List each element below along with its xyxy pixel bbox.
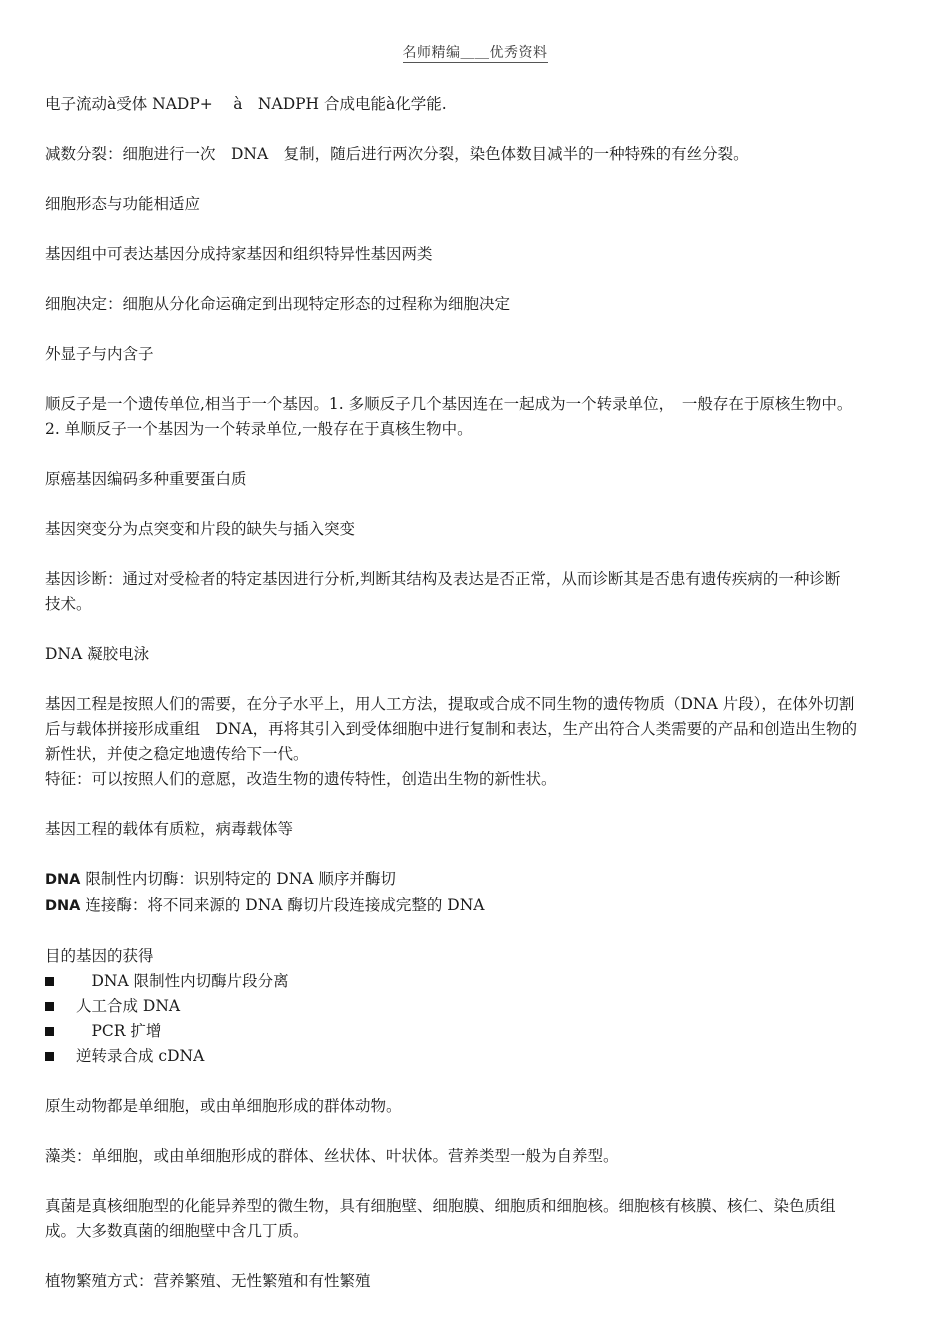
square-bullet-icon [45,977,54,986]
paragraph: 原生动物都是单细胞，或由单细胞形成的群体动物。 [45,1097,402,1115]
list-item [45,1044,917,1069]
paragraph: 基因工程的载体有质粒，病毒载体等 [45,820,294,838]
list-item [45,1019,917,1044]
paragraph [45,893,917,919]
square-bullet-icon [45,1027,54,1036]
paragraph: 顺反子是一个遗传单位,相当于一个基因。1. 多顺反子几个基因连在一起成为一个转录单位， 一般存在于原核生物中。 [45,395,853,413]
paragraph: 外显子与内含子 [45,345,154,363]
paragraph: 特征：可以按照人们的意愿，改造生物的遗传特性，创造出生物的新性状。 [45,770,557,788]
paragraph-text: 连接酶：将不同来源的 DNA 酶切片段连接成完整的 DNA [80,896,485,914]
paragraph: 技术。 [45,595,92,613]
square-bullet-icon [45,1052,54,1061]
document-body [45,92,917,1294]
paragraph: 基因组中可表达基因分成持家基因和组织特异性基因两类 [45,245,433,263]
paragraph: 细胞决定：细胞从分化命运确定到出现特定形态的过程称为细胞决定 [45,295,511,313]
list-item [45,969,917,994]
paragraph: 藻类：单细胞，或由单细胞形成的群体、丝状体、叶状体。营养类型一般为自养型。 [45,1147,619,1165]
paragraph: 原癌基因编码多种重要蛋白质 [45,470,247,488]
paragraph: 基因工程是按照人们的需要，在分子水平上，用人工方法，提取或合成不同生物的遗传物质（DNA 片段），在体外切割 [45,695,855,713]
list-item-text: 人工合成 DNA [76,997,181,1015]
paragraph: 目的基因的获得 [45,947,154,965]
paragraph [45,867,917,893]
bold-term: DNA [45,898,81,914]
paragraph: 真菌是真核细胞型的化能异养型的微生物，具有细胞壁、细胞膜、细胞质和细胞核。细胞核有核膜、核仁、染色质组 [45,1197,836,1215]
paragraph: 细胞形态与功能相适应 [45,195,201,213]
paragraph: 电子流动à受体 NADP+ à NADPH 合成电能à化学能. [45,95,447,113]
paragraph: DNA 凝胶电泳 [45,645,150,663]
list-item-text: 逆转录合成 cDNA [76,1047,205,1065]
list-item-text: PCR 扩增 [76,1022,162,1040]
paragraph: 2. 单顺反子一个基因为一个转录单位,一般存在于真核生物中。 [45,420,473,438]
paragraph-text: 限制性内切酶：识别特定的 DNA 顺序并酶切 [80,870,396,888]
paragraph: 成。大多数真菌的细胞壁中含几丁质。 [45,1222,309,1240]
paragraph: 基因诊断：通过对受检者的特定基因进行分析,判断其结构及表达是否正常，从而诊断其是否患有遗传疾病的一种诊断 [45,570,841,588]
paragraph: 新性状，并使之稳定地遗传给下一代。 [45,745,309,763]
list-item-text: DNA 限制性内切酶片段分离 [76,972,289,990]
paragraph: 后与载体拼接形成重组 DNA，再将其引入到受体细胞中进行复制和表达，生产出符合人类需要的产品和创造出生物的 [45,720,858,738]
bold-term: DNA [45,872,81,888]
header-text: 名师精编＿＿优秀资料 [402,45,548,61]
paragraph: 基因突变分为点突变和片段的缺失与插入突变 [45,520,356,538]
paragraph: 植物繁殖方式：营养繁殖、无性繁殖和有性繁殖 [45,1272,371,1290]
paragraph: 减数分裂：细胞进行一次 DNA 复制，随后进行两次分裂，染色体数目减半的一种特殊的有丝分裂。 [45,145,749,163]
square-bullet-icon [45,1002,54,1011]
list-item [45,994,917,1019]
page-header [0,42,950,62]
